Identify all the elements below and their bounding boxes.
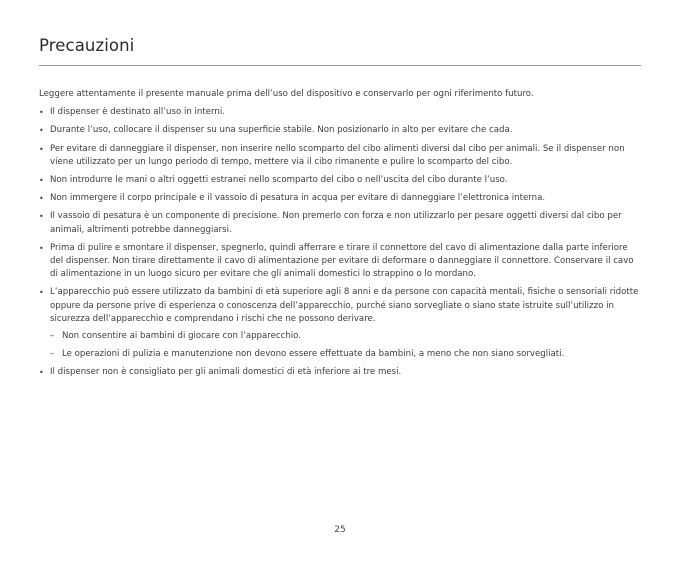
- list-item-with-sublist: [39, 286, 643, 361]
- precautions-content: [39, 88, 643, 385]
- list-item: • Il vassoio di pesatura è un componente di precisione. Non premerlo con forza e non utilizzarlo per pesare oggetti diversi dal cibo per animali, altrimenti potrebbe danneggiarsi.: [39, 210, 643, 236]
- list-item: • Il dispenser non è consigliato per gli animali domestici di età inferiore ai tre mesi.: [39, 366, 643, 379]
- list-item: • Non immergere il corpo principale e il vassoio di pesatura in acqua per evitare di danneggiare l’elettronica interna.: [39, 192, 643, 205]
- sub-list-item: – Le operazioni di pulizia e manutenzione non devono essere effettuate da bambini, a meno che non siano sorvegliati.: [50, 348, 643, 361]
- page-number: 25: [334, 525, 346, 535]
- list-item: • Per evitare di danneggiare il dispenser, non inserire nello scomparto del cibo alimenti diversi dal cibo per animali. Se il dispenser non viene utilizzato per un lungo periodo di tempo, mettere via il cibo rimanente e pulire lo scomparto del cibo.: [39, 143, 643, 169]
- list-item: • Il dispenser è destinato all’uso in interni.: [39, 106, 643, 119]
- title-divider: [39, 65, 641, 66]
- precautions-list: [39, 106, 643, 379]
- list-item: • Prima di pulire e smontare il dispenser, spegnerlo, quindi afferrare e tirare il connettore del cavo di alimentazione dalla parte inferiore del dispenser. Non tirare direttamente il cavo di alimentazione per evitare di deformare o danneggiare il connettore. Conservare il cavo di alimentazione in un luogo sicuro per evitare che gli animali domestici lo strappino o lo mordano.: [39, 242, 643, 282]
- list-item: • Durante l’uso, collocare il dispenser su una superficie stabile. Non posizionarlo in alto per evitare che cada.: [39, 124, 643, 137]
- intro-paragraph: Leggere attentamente il presente manuale prima dell’uso del dispositivo e conservarlo per ogni riferimento futuro.: [39, 89, 534, 99]
- sub-list-item: – Non consentire ai bambini di giocare con l’apparecchio.: [50, 330, 643, 343]
- sub-list: [50, 330, 643, 361]
- list-item: • Non introdurre le mani o altri oggetti estranei nello scomparto del cibo o nell’uscita del cibo durante l’uso.: [39, 174, 643, 187]
- list-item-text: L’apparecchio può essere utilizzato da bambini di età superiore agli 8 anni e da persone con capacità mentali, fisiche o sensoriali ridotte oppure da persone prive di esperienza o conoscenza dell’apparecchio, purché siano sorvegliate o siano state istruite sull’utilizzo in sicurezza dell’apparecchio e comprendano i rischi che ne possono derivare.: [50, 287, 639, 324]
- page-title: Precauzioni: [39, 36, 135, 55]
